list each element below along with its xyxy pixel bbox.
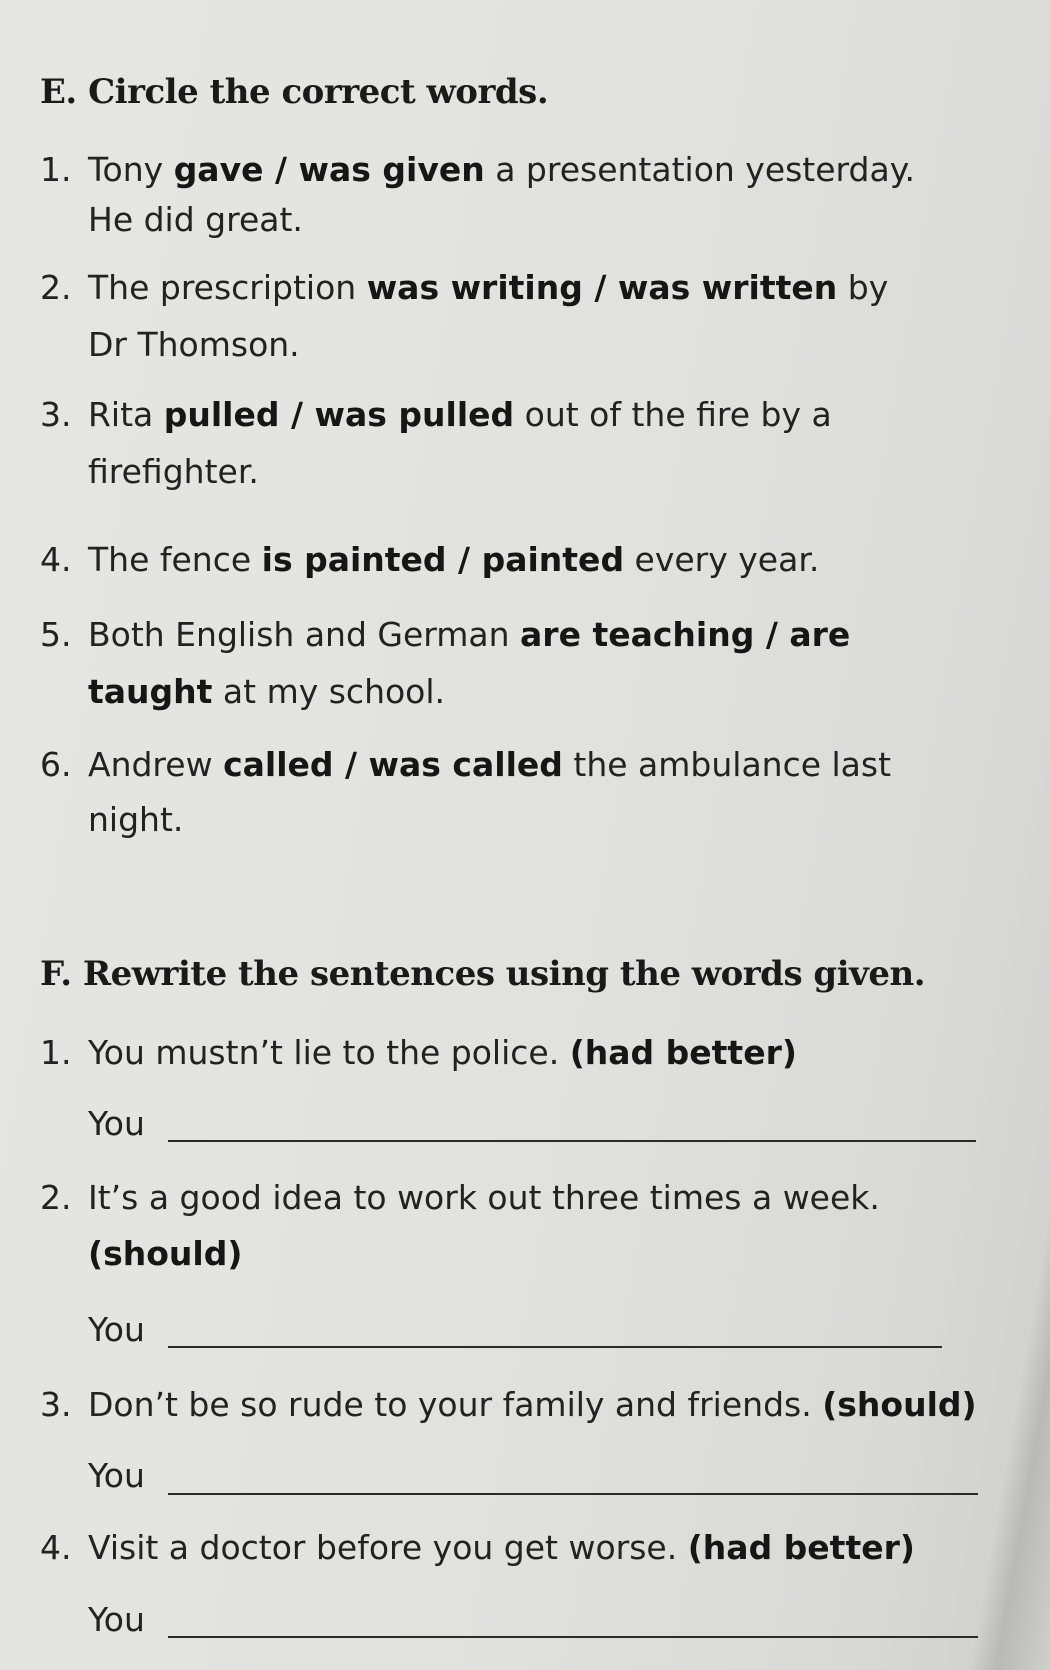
item-text: at my school. [212,672,446,711]
word-choice[interactable]: taught [88,672,213,711]
section-e-heading: E. Circle the correct words. [40,72,549,112]
word-choice[interactable]: pulled / was pulled [163,395,515,434]
answer-prefix: You [88,1600,145,1639]
item-text: every year. [624,540,820,579]
answer-blank-3[interactable] [168,1493,978,1495]
answer-blank-2[interactable] [168,1346,942,1348]
word-choice[interactable]: was writing / was written [366,268,838,307]
item-number: 4. [40,1528,72,1567]
e-item-1 [40,150,915,190]
item-number: 1. [40,150,72,189]
e-item-3 [40,395,832,435]
item-text: It’s a good idea to work out three times a week. [88,1178,880,1217]
e-item-3-cont: firefighter. [88,452,259,491]
f-item-1 [40,1033,797,1073]
item-text: The prescription [88,268,367,307]
item-text: Rita [88,395,164,434]
e-item-2-cont: Dr Thomson. [88,325,300,364]
f-item-2-cont [88,1234,242,1274]
e-item-2 [40,268,888,308]
word-choice[interactable]: gave / was given [173,150,485,189]
e-item-4 [40,540,819,580]
item-text: Don’t be so rude to your family and friends. [88,1385,823,1424]
f-item-4 [40,1528,915,1568]
item-number: 6. [40,745,72,784]
item-text: Tony [88,150,174,189]
e-item-1-cont: He did great. [88,200,303,239]
answer-blank-4[interactable] [168,1636,978,1638]
word-choice[interactable]: called / was called [223,745,563,784]
e-item-6-cont: night. [88,800,184,839]
keyword-hint: (should) [88,1234,243,1273]
item-text: Andrew [88,745,224,784]
answer-prefix: You [88,1310,145,1349]
item-number: 3. [40,395,72,434]
f-item-2 [40,1178,880,1218]
item-number: 2. [40,1178,72,1217]
item-text: Both English and German [88,615,521,654]
answer-blank-1[interactable] [168,1140,976,1142]
word-choice[interactable]: is painted / painted [261,540,625,579]
item-text: a presentation yesterday. [484,150,916,189]
keyword-hint: (had better) [687,1528,915,1567]
item-text: by [837,268,889,307]
item-text: out of the fire by a [514,395,832,434]
item-number: 4. [40,540,72,579]
word-choice[interactable]: are teaching / are [520,615,851,654]
item-number: 1. [40,1033,72,1072]
item-text: Visit a doctor before you get worse. [88,1528,688,1567]
answer-prefix: You [88,1456,145,1495]
item-text: the ambulance last [562,745,892,784]
section-f-heading: F. Rewrite the sentences using the words given. [40,954,926,994]
item-number: 3. [40,1385,72,1424]
item-text: The fence [88,540,262,579]
e-item-5 [40,615,850,655]
item-number: 5. [40,615,72,654]
e-item-6 [40,745,891,785]
e-item-5-cont [88,672,445,712]
f-item-3 [40,1385,977,1425]
item-text: You mustn’t lie to the police. [88,1033,570,1072]
answer-prefix: You [88,1104,145,1143]
keyword-hint: (should) [822,1385,977,1424]
keyword-hint: (had better) [569,1033,797,1072]
item-number: 2. [40,268,72,307]
